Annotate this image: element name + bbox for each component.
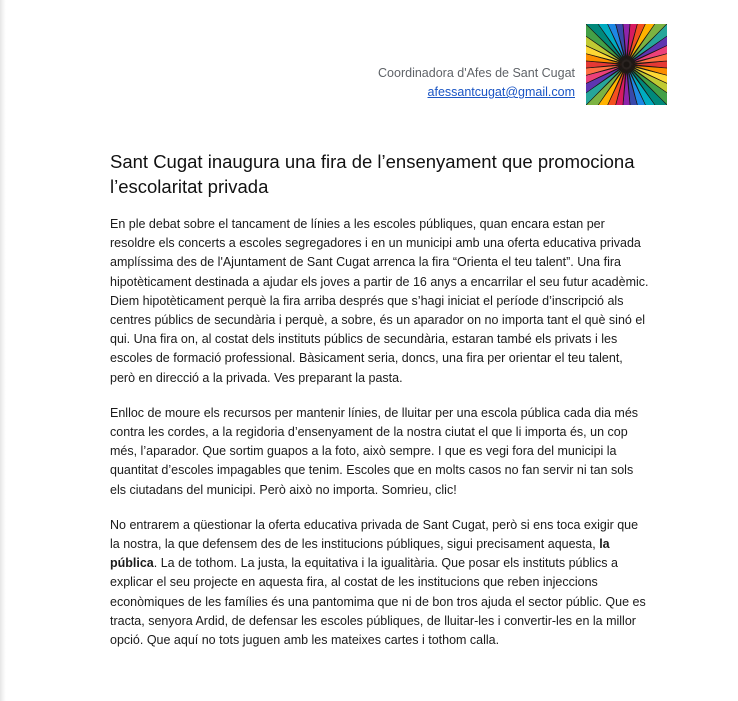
email-link[interactable]: afessantcugat@gmail.com (427, 85, 575, 99)
colored-pencils-logo-icon (586, 24, 667, 105)
paragraph-3-start: No entrarem a qüestionar la oferta educativa privada de Sant Cugat, però si ens toca exigir que la nostra, la que defensem des de les institucions públiques, sigui precisament aquesta, (110, 517, 639, 552)
article-body (110, 215, 650, 666)
organization-name: Coordinadora d'Afes de Sant Cugat (378, 66, 575, 80)
emphasis-la-publica: la pública (110, 537, 610, 571)
paragraph-2: Enlloc de moure els recursos per mantenir línies, de lluitar per una escola pública cada dia més contra les cordes, a la regidoria d’ensenyament de la nostra ciutat el que li importa és, un cop més, l’aparador. Que sortim guapos a la foto, això sempre. I que es vegi fora del municipi la quantitat d’escoles impagables que tenim. Escoles que en molts casos no fan servir ni tan sols els ciutadans del municipi. Però això no importa. Somrieu, clic! (110, 405, 639, 497)
paragraph-3-end: . La de tothom. La justa, la equitativa i la igualitària. Que posar els instituts públics a explicar el seu projecte en aquesta fira, al costat de les institucions que reben injeccions econòmiques de les famílies és una pantomima que ni de bon tros ajuda el sector públic. Que es tracta, senyora Ardid, de defensar les escoles públiques, de lluitar-les i convertir-les en la millor opció. Que aquí no tots juguen amb les mateixes cartes i tothom calla. (110, 556, 646, 648)
paragraph-3 (110, 516, 650, 650)
page-edge-shadow (0, 0, 6, 701)
letterhead (378, 64, 575, 102)
article-title: Sant Cugat inaugura una fira de l’ensenyament que promociona l’escolaritat privada (110, 151, 635, 197)
paragraph-1: En ple debat sobre el tancament de línies a les escoles públiques, quan encara estan per resoldre els concerts a escoles segregadores i en un municipi amb una oferta educativa privada amplíssima des de l'Ajuntament de Sant Cugat arrenca la fira “Orienta el teu talent”. Una fira hipotèticament destinada a ajudar els joves a partir de 16 anys a encarrilar el seu futur acadèmic. Diem hipotèticament perquè la fira arriba després que s’hagi iniciat el període d’inscripció als centres públics de secundària i perquè, a sobre, és un aparador on no importa tant el què sinó el qui. Una fira on, al costat dels instituts públics de secundària, estaran també els privats i les escoles de formació professional. Bàsicament seria, doncs, una fira per orientar el teu talent, però en direcció a la privada. Ves preparant la pasta. (110, 217, 649, 385)
